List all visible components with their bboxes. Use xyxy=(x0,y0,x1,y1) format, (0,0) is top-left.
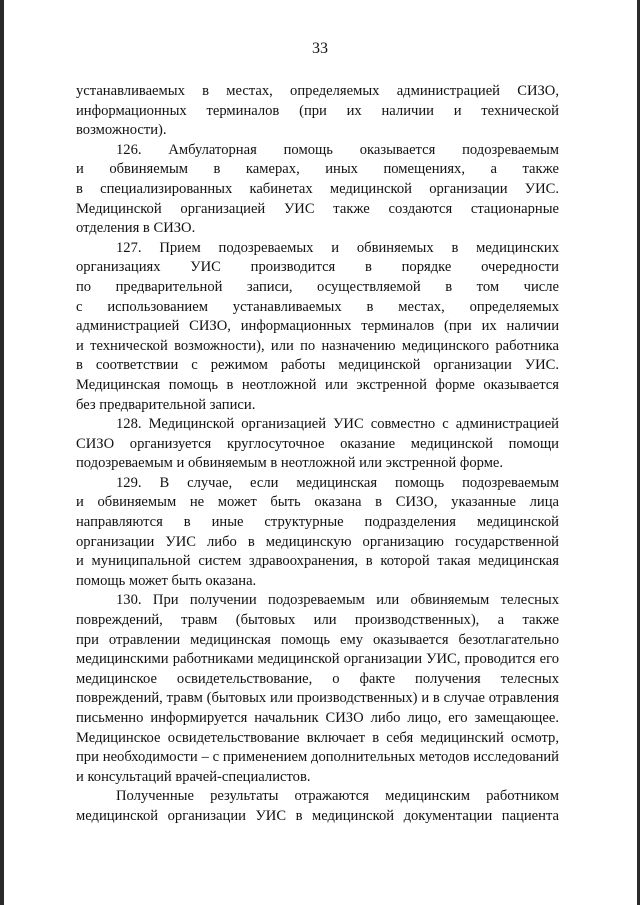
text-line: организации УИС либо в медицинскую организацию государственной xyxy=(76,533,559,550)
text-line: 129. В случае, если медицинская помощь подозреваемым xyxy=(116,474,559,491)
scan-edge-left xyxy=(0,0,4,905)
paragraph-126 xyxy=(76,141,559,239)
paragraph-continuation xyxy=(76,82,559,141)
text-line: направляются в иные структурные подразделения медицинской xyxy=(76,514,559,531)
text-line: и обвиняемым в камерах, иных помещениях, а также xyxy=(76,161,559,178)
text-line: медицинское освидетельствование, о факте получения телесных xyxy=(76,670,559,687)
paragraph-results xyxy=(76,787,559,826)
text-line: возможности). xyxy=(76,122,167,139)
text-line: без предварительной записи. xyxy=(76,396,256,413)
text-line: и муниципальной систем здравоохранения, в которой такая медицинская xyxy=(76,553,559,570)
text-line: Медицинская помощь в неотложной или экстренной форме оказывается xyxy=(76,376,559,393)
text-line: при отравлении медицинская помощь ему оказывается безотлагательно xyxy=(76,631,559,648)
paragraph-127 xyxy=(76,239,559,415)
text-line: 128. Медицинской организацией УИС совместно с администрацией xyxy=(116,416,559,433)
text-line: по предварительной записи, осуществляемой в том числе xyxy=(76,278,559,295)
text-line: с использованием устанавливаемых в местах, определяемых xyxy=(76,298,559,315)
paragraph-129 xyxy=(76,474,559,592)
text-line: медицинскими работниками медицинской организации УИС, проводится его xyxy=(76,651,559,668)
text-line: администрацией СИЗО, информационных терминалов (при их наличии xyxy=(76,318,559,335)
text-line: Полученные результаты отражаются медицинским работником xyxy=(116,788,559,805)
text-line: письменно информируется начальник СИЗО либо лицо, его замещающее. xyxy=(76,710,559,726)
text-line: Медицинское освидетельствование включает в себя медицинский осмотр, xyxy=(76,729,559,746)
paragraph-128 xyxy=(76,415,559,474)
text-line: и консультаций врачей-специалистов. xyxy=(76,768,311,785)
document-body xyxy=(76,82,559,827)
text-line: 127. Прием подозреваемых и обвиняемых в медицинских xyxy=(116,239,559,256)
text-line: в соответствии с режимом работы медицинской организации УИС. xyxy=(76,357,559,374)
text-line: в специализированных кабинетах медицинской организации УИС. xyxy=(76,180,559,197)
text-line: информационных терминалов (при их наличии и технической xyxy=(76,102,559,119)
text-line: 130. При получении подозреваемым или обвиняемым телесных xyxy=(116,592,559,609)
text-line: отделения в СИЗО. xyxy=(76,220,196,237)
text-line: при необходимости – с применением дополнительных методов исследований xyxy=(76,749,559,766)
text-line: помощь может быть оказана. xyxy=(76,572,257,589)
text-line: повреждений, травм (бытовых или производственных) и в случае отравления xyxy=(76,690,559,707)
text-line: СИЗО организуется круглосуточное оказание медицинской помощи xyxy=(76,435,559,452)
text-line: и обвиняемым не может быть оказана в СИЗО, указанные лица xyxy=(76,494,559,511)
text-line: подозреваемым и обвиняемым в неотложной или экстренной форме. xyxy=(76,455,504,472)
text-line: медицинской организации УИС в медицинской документации пациента xyxy=(76,807,559,824)
text-line: и технической возможности), или по назначению медицинского работника xyxy=(76,337,559,354)
paragraph-130 xyxy=(76,591,559,787)
text-line: устанавливаемых в местах, определяемых администрацией СИЗО, xyxy=(76,83,559,99)
page-number: 33 xyxy=(312,40,328,57)
text-line: 126. Амбулаторная помощь оказывается подозреваемым xyxy=(116,141,559,158)
text-line: повреждений, травм (бытовых или производственных), а также xyxy=(76,612,559,629)
text-line: организациях УИС производится в порядке очередности xyxy=(76,259,559,276)
text-line: Медицинской организацией УИС также создаются стационарные xyxy=(76,200,559,217)
